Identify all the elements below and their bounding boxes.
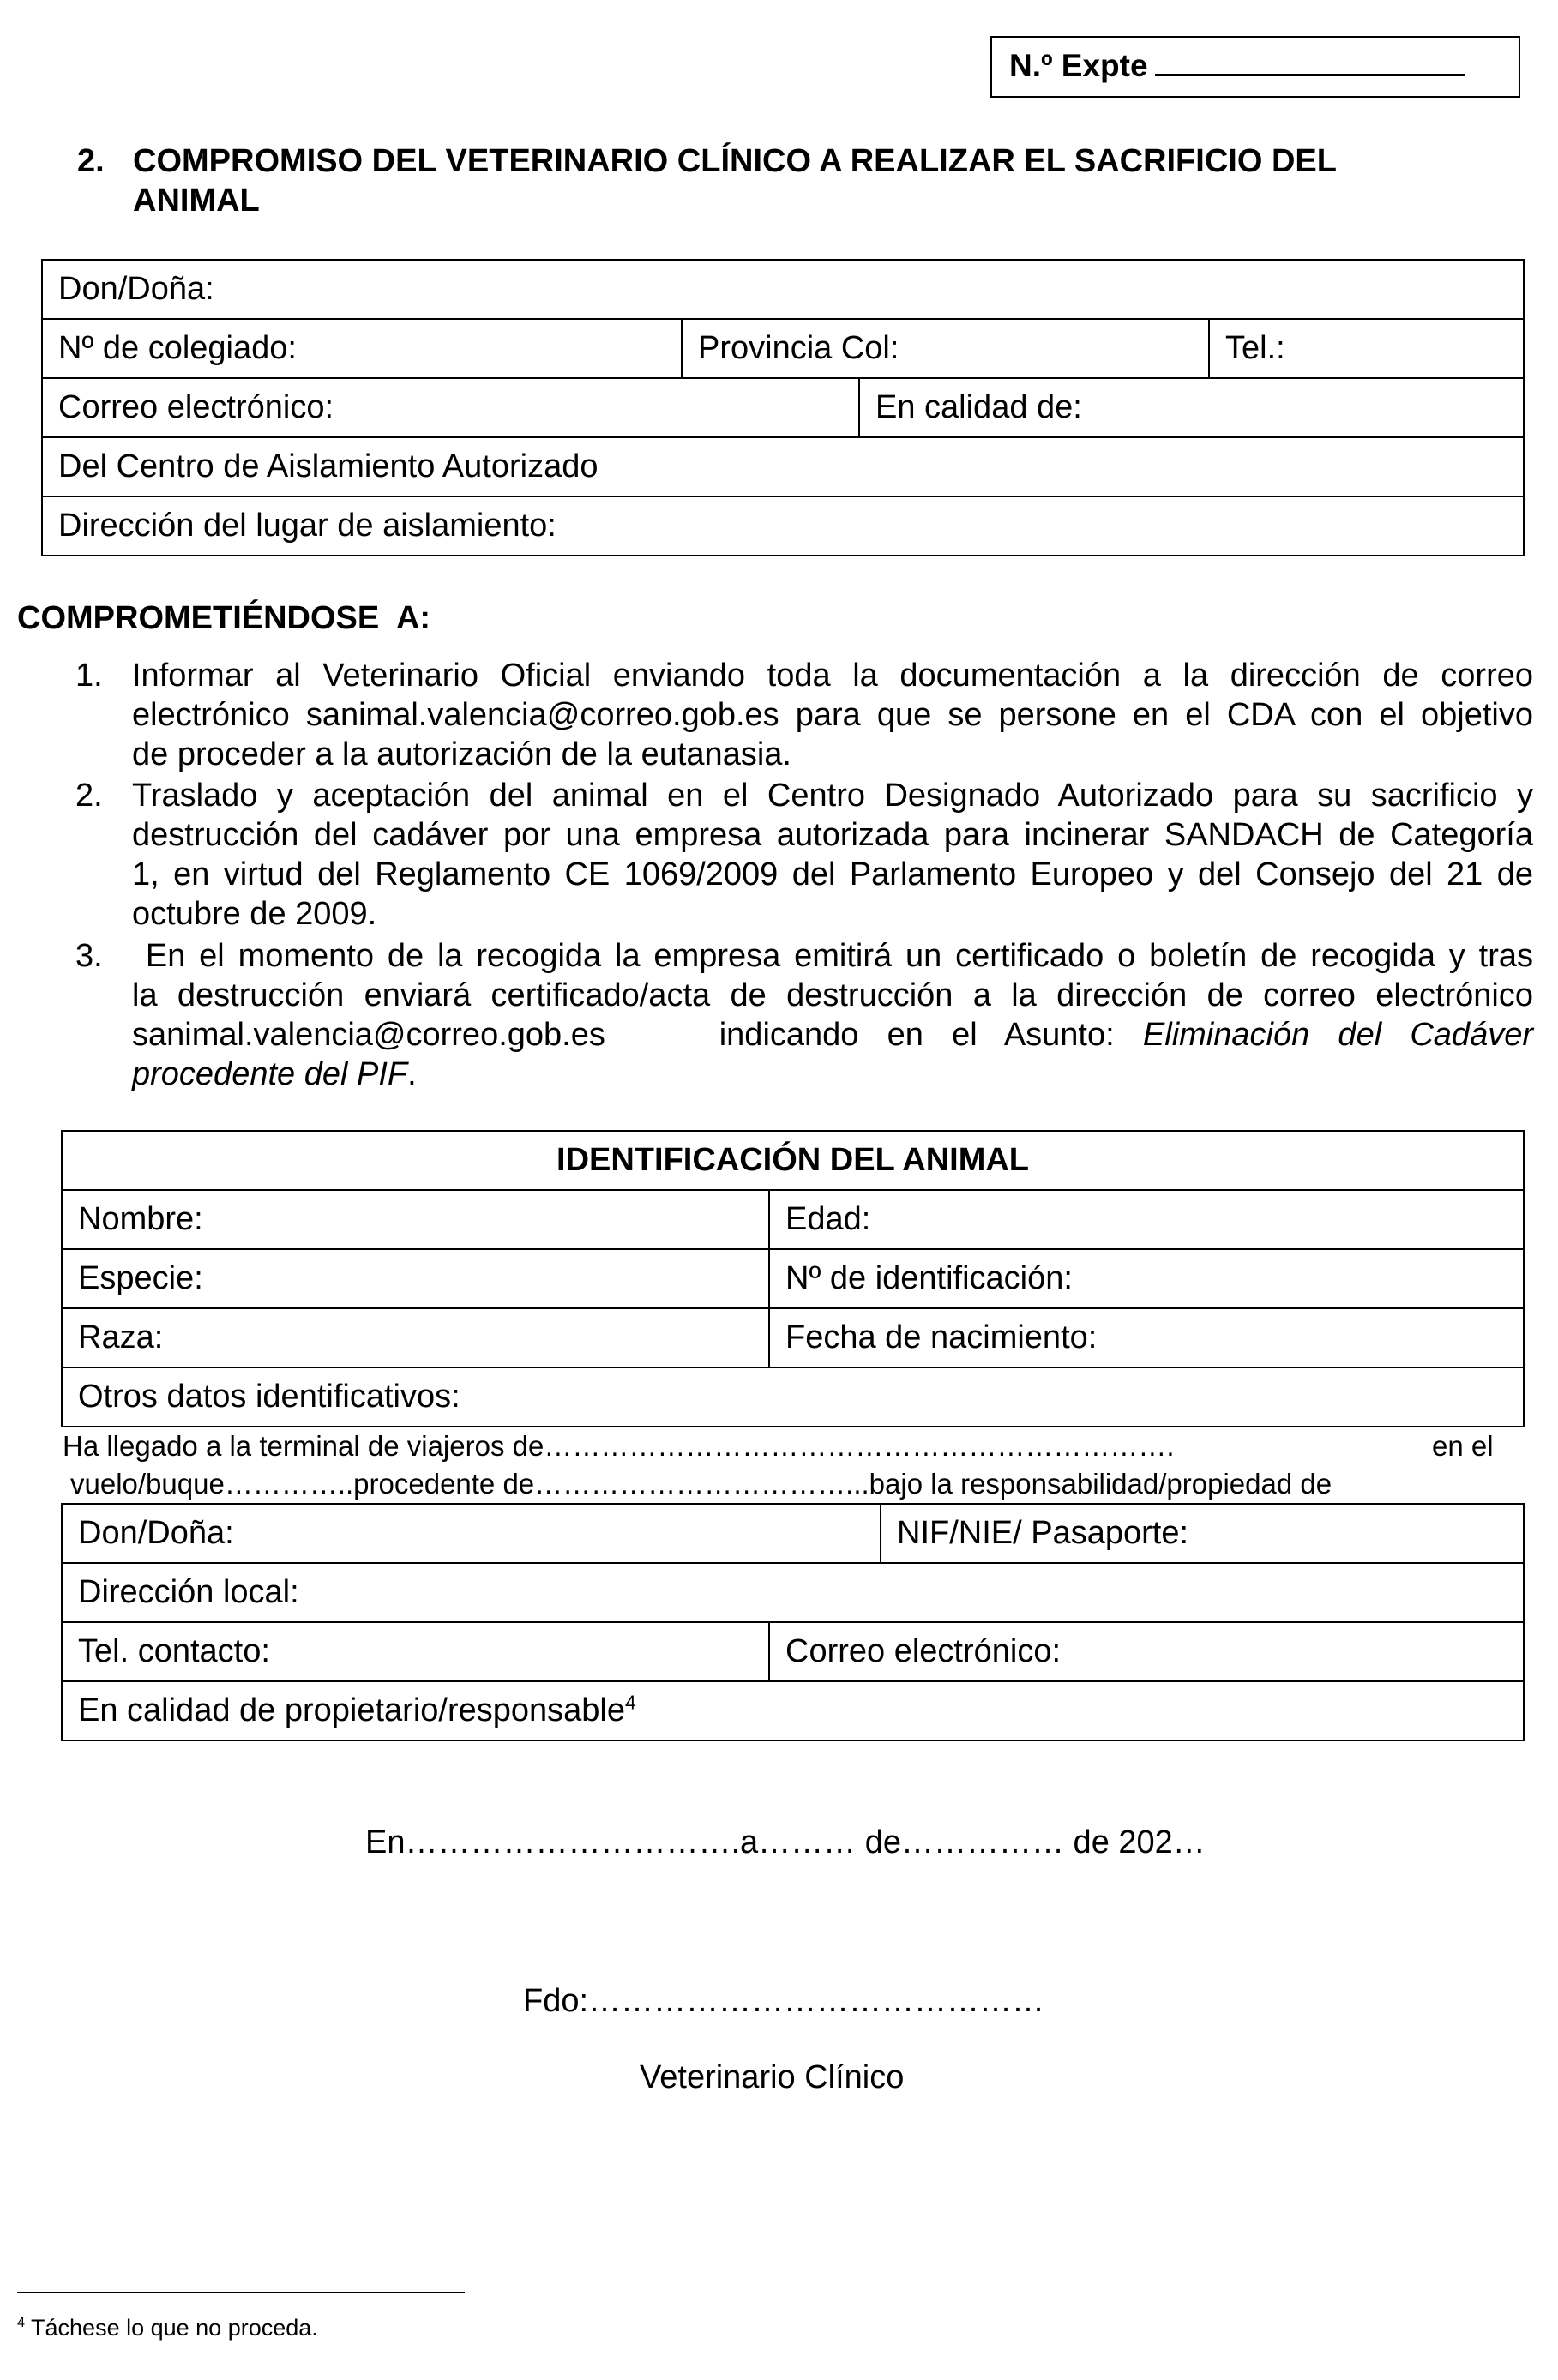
vet-colegiado-field[interactable]: Nº de colegiado: [42, 319, 682, 378]
owner-email-field[interactable]: Correo electrónico: [769, 1622, 1524, 1681]
vet-data-table [41, 259, 1525, 556]
item-italic: Eliminación del Cadáver [1142, 1017, 1533, 1053]
animal-nombre-field[interactable]: Nombre: [62, 1190, 769, 1249]
signature-line: Fdo:…………………………………… [523, 1983, 1045, 2019]
footnote [17, 2315, 318, 2341]
arrival-line2: vuelo/buque…………..procedente de……………………………...bajo la responsabilidad/propiedad de [70, 1468, 1332, 1500]
vet-direccion-field[interactable]: Dirección del lugar de aislamiento: [42, 496, 1524, 556]
item-line: En el momento de la recogida la empresa emitirá un certificado o boletín de recogida y tras [132, 938, 1533, 974]
owner-calidad-field[interactable] [62, 1681, 1524, 1740]
vet-name-field[interactable]: Don/Doña: [42, 260, 1524, 319]
arrival-line1: Ha llegado a la terminal de viajeros de…………………………………………………………. [63, 1430, 1175, 1462]
footnote-ref: 4 [624, 1691, 636, 1714]
section-title-line1: COMPROMISO DEL VETERINARIO CLÍNICO A REALIZAR EL SACRIFICIO DEL [133, 143, 1337, 179]
item-line: electrónico sanimal.valencia@correo.gob.es para que se persone en el CDA con el objetivo [132, 697, 1533, 733]
place-date-line: En………………………….a……… de…………… de 202… [365, 1824, 1206, 1860]
signer-role: Veterinario Clínico [640, 2059, 905, 2095]
animal-identificacion-field[interactable]: Nº de identificación: [769, 1249, 1524, 1308]
commitments-title: COMPROMETIÉNDOSE A: [17, 600, 431, 636]
item-end: . [407, 1056, 417, 1092]
item-line: Traslado y aceptación del animal en el Centro Designado Autorizado para su sacrificio y [132, 778, 1533, 814]
animal-nacimiento-field[interactable]: Fecha de nacimiento: [769, 1308, 1524, 1367]
owner-direccion-field[interactable]: Dirección local: [62, 1563, 1524, 1622]
vet-provincia-field[interactable]: Provincia Col: [682, 319, 1209, 378]
animal-id-table [61, 1130, 1525, 1427]
vet-centro-field[interactable]: Del Centro de Aislamiento Autorizado [42, 437, 1524, 496]
item-italic: procedente del PIF [132, 1056, 408, 1092]
footnote-mark: 4 [17, 2315, 26, 2330]
item-number: 1. [75, 658, 103, 694]
commitment-item-3 [75, 936, 1533, 1094]
footnote-divider [17, 2292, 465, 2293]
item-number: 3. [75, 938, 103, 974]
arrival-line1-end: en el [1432, 1430, 1494, 1462]
expediente-field[interactable] [1155, 48, 1465, 76]
owner-name-field[interactable]: Don/Doña: [62, 1504, 881, 1563]
item-line-last [132, 1055, 1533, 1094]
vet-calidad-field[interactable]: En calidad de: [859, 378, 1524, 437]
footnote-text: Táchese lo que no proceda. [25, 2315, 318, 2341]
commitment-item-1 [75, 656, 1533, 774]
animal-otros-field[interactable]: Otros datos identificativos: [62, 1367, 1524, 1427]
owner-tel-field[interactable]: Tel. contacto: [62, 1622, 769, 1681]
item-line: de proceder a la autorización de la eutanasia. [132, 736, 791, 772]
item-line: 1, en virtud del Reglamento CE 1069/2009 del Parlamento Europeo y del Consejo del 21 de [132, 856, 1533, 892]
expediente-box [990, 36, 1520, 98]
section-title-line2: ANIMAL [133, 183, 260, 219]
item-line: sanimal.valencia@correo.gob.es indicando en el Asunto: [132, 1017, 1115, 1053]
item-number: 2. [75, 778, 103, 814]
item-line: octubre de 2009. [132, 896, 377, 932]
owner-data-table [61, 1503, 1525, 1741]
animal-edad-field[interactable]: Edad: [769, 1190, 1524, 1249]
animal-table-title: IDENTIFICACIÓN DEL ANIMAL [62, 1131, 1524, 1190]
vet-email-field[interactable]: Correo electrónico: [42, 378, 859, 437]
owner-nif-field[interactable]: NIF/NIE/ Pasaporte: [881, 1504, 1524, 1563]
item-line: la destrucción enviará certificado/acta de destrucción a la dirección de correo electrónico [132, 977, 1533, 1013]
item-line: destrucción del cadáver por una empresa autorizada para incinerar SANDACH de Categoría [132, 817, 1533, 853]
section-number: 2. [77, 143, 105, 179]
owner-calidad-label: En calidad de propietario/responsable [78, 1692, 625, 1728]
animal-raza-field[interactable]: Raza: [62, 1308, 769, 1367]
commitment-item-2 [75, 776, 1533, 934]
expediente-label: N.º Expte [1009, 48, 1148, 83]
item-line-mixed [132, 1015, 1533, 1055]
animal-especie-field[interactable]: Especie: [62, 1249, 769, 1308]
vet-tel-field[interactable]: Tel.: [1209, 319, 1524, 378]
item-line: Informar al Veterinario Oficial enviando toda la documentación a la dirección de correo [132, 658, 1533, 694]
